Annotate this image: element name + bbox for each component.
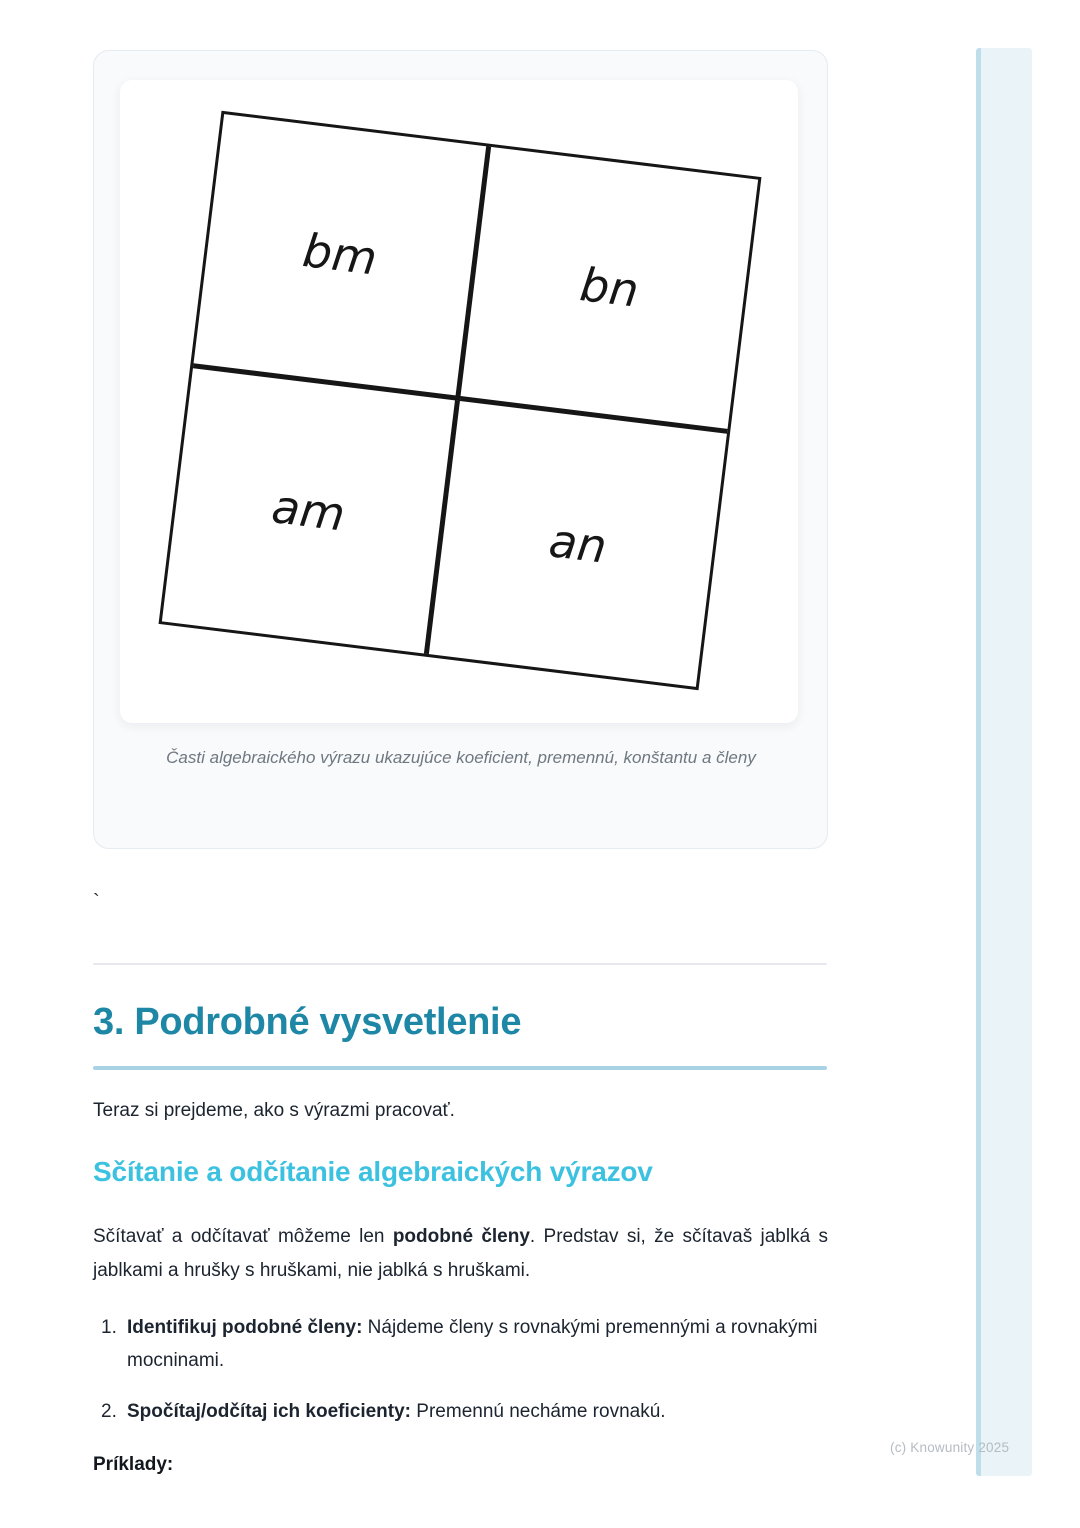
sub-heading: Sčítanie a odčítanie algebraických výrazov bbox=[93, 1156, 653, 1187]
intro-paragraph: Teraz si prejdeme, ako s výrazmi pracovať. bbox=[93, 1100, 455, 1121]
body-paragraph bbox=[93, 1220, 828, 1288]
stray-backtick-text: ` bbox=[93, 891, 100, 913]
figure-caption: Časti algebraického výrazu ukazujúce koeficient, premennú, konštantu a členy bbox=[166, 748, 756, 767]
list-item-lead: Spočítaj/odčítaj ich koeficienty: bbox=[127, 1401, 412, 1422]
watermark-text: (c) Knowunity 2025 bbox=[890, 1440, 1010, 1455]
numbered-list bbox=[93, 1311, 819, 1446]
figure-card bbox=[93, 50, 828, 849]
section-heading: 3. Podrobné vysvetlenie bbox=[93, 1001, 522, 1043]
list-item-number: 2. bbox=[101, 1401, 117, 1422]
list-item-text: Nájdeme členy s rovnakými premennými a rovnakými mocninami. bbox=[127, 1317, 818, 1371]
list-item-lead: Identifikuj podobné členy: bbox=[127, 1317, 363, 1338]
list-item-number: 1. bbox=[101, 1317, 117, 1338]
quadrant-grid-diagram bbox=[159, 111, 762, 690]
grid-label-bn: bn bbox=[577, 257, 642, 318]
paragraph-text-bold: podobné členy bbox=[392, 1226, 530, 1247]
paragraph-text-pre: Sčítavať a odčítavať môžeme len bbox=[93, 1226, 393, 1247]
examples-label: Príklady: bbox=[93, 1454, 174, 1475]
grid-cell-top-left bbox=[193, 114, 491, 400]
list-item bbox=[93, 1395, 819, 1428]
grid-label-bm: bm bbox=[299, 223, 380, 286]
grid-cell-bottom-right bbox=[429, 401, 727, 687]
list-item-text: Premennú necháme rovnakú. bbox=[411, 1401, 666, 1422]
section-divider bbox=[93, 963, 827, 965]
next-page-edge-strip bbox=[976, 48, 1032, 1476]
grid-cell-bottom-left bbox=[162, 368, 460, 654]
list-item bbox=[93, 1311, 819, 1377]
figure-image bbox=[120, 80, 798, 723]
grid-label-am: am bbox=[268, 479, 348, 542]
grid-label-an: an bbox=[546, 513, 610, 574]
paragraph-text-post: . Predstav si, že sčítavaš jablká s jablkami a hrušky s hruškami, nie jablká s hruškami. bbox=[93, 1226, 828, 1281]
heading-underline-rule bbox=[93, 1066, 827, 1070]
grid-cell-top-right bbox=[460, 147, 758, 433]
